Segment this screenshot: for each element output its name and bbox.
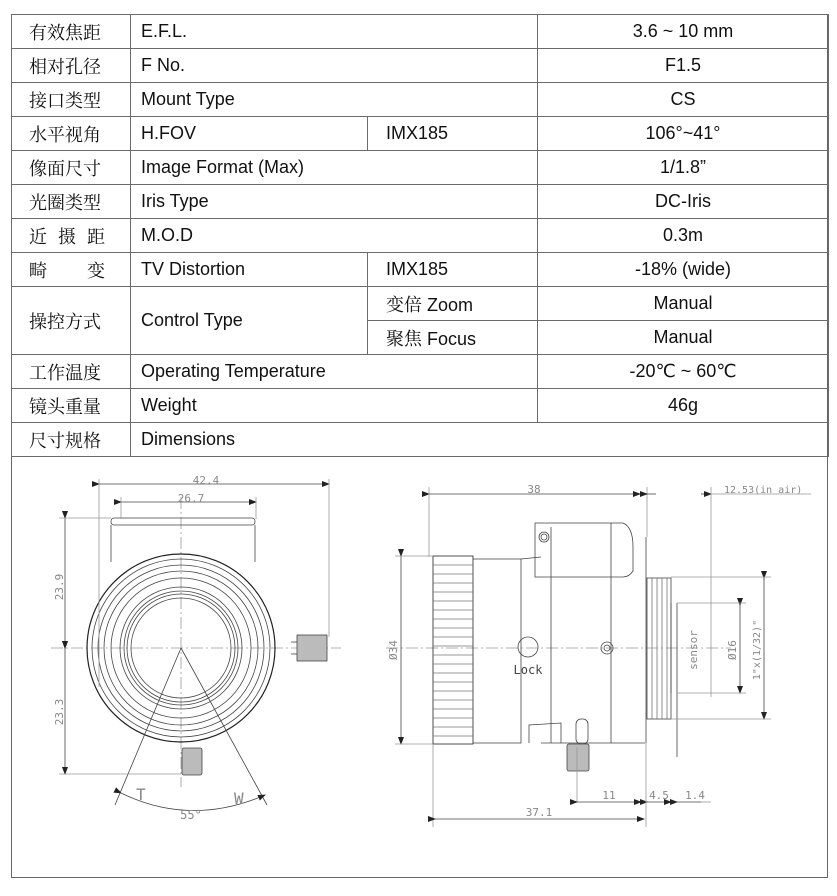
table-row-temperature xyxy=(12,355,829,389)
row-label-en: Weight xyxy=(131,389,538,423)
table-row-distortion xyxy=(12,253,829,287)
table-row-mount xyxy=(12,83,829,117)
row-label-en: Control Type xyxy=(131,287,368,355)
dimension-drawing xyxy=(11,457,828,878)
table-row-iris xyxy=(12,185,829,219)
row-label-en: Operating Temperature xyxy=(131,355,538,389)
row-label-en: H.FOV xyxy=(131,117,368,151)
dim-label-thread: 1"x(1/32)" xyxy=(752,619,763,681)
dim-label-length: 38 xyxy=(527,483,541,496)
row-label-cn: 水平视角 xyxy=(12,117,131,151)
row-label-en: Mount Type xyxy=(131,83,538,117)
row-value: Manual xyxy=(538,321,829,355)
row-label-cn: 操控方式 xyxy=(12,287,131,355)
table-row-hfov xyxy=(12,117,829,151)
row-label-en: E.F.L. xyxy=(131,15,538,49)
dim-label-rotation-angle: 55° xyxy=(180,808,202,822)
row-value: F1.5 xyxy=(538,49,829,83)
row-label-en: Image Format (Max) xyxy=(131,151,538,185)
row-value: 1/1.8” xyxy=(538,151,829,185)
cn-char: 摄 xyxy=(58,226,76,248)
dim-label-top-width: 26.7 xyxy=(177,492,205,505)
dim-label-body: 37.1 xyxy=(525,806,553,819)
row-label-cn: 光圈类型 xyxy=(12,185,131,219)
dim-label-upper-height: 23.9 xyxy=(53,573,66,601)
row-sensor: IMX185 xyxy=(368,117,538,151)
cn-char: 距 xyxy=(87,226,105,248)
table-row-dimensions xyxy=(12,423,829,457)
spec-table xyxy=(11,14,829,457)
label-tele: T xyxy=(136,785,146,804)
cn-char: 近 xyxy=(29,226,47,248)
row-label-cn: 有效焦距 xyxy=(12,15,131,49)
row-label-cn: 像面尺寸 xyxy=(12,151,131,185)
row-value: -20℃ ~ 60℃ xyxy=(538,355,829,389)
table-row-fno xyxy=(12,49,829,83)
row-sensor: IMX185 xyxy=(368,253,538,287)
row-value: 3.6 ~ 10 mm xyxy=(538,15,829,49)
label-wide: W xyxy=(234,789,244,808)
table-row-efl xyxy=(12,15,829,49)
cn-char: 变 xyxy=(87,260,105,282)
front-view xyxy=(51,479,341,811)
row-value: 106°~41° xyxy=(538,117,829,151)
row-label-cn xyxy=(12,219,131,253)
dim-label-lower-height: 23.3 xyxy=(53,698,66,726)
row-label-en: TV Distortion xyxy=(131,253,368,287)
row-label-cn: 工作温度 xyxy=(12,355,131,389)
row-value: CS xyxy=(538,83,829,117)
row-label-cn: 相对孔径 xyxy=(12,49,131,83)
row-label-en: Iris Type xyxy=(131,185,538,219)
row-label-en: M.O.D xyxy=(131,219,538,253)
dim-label-flange: 4.5 xyxy=(649,789,669,802)
row-value: 46g xyxy=(538,389,829,423)
side-view xyxy=(386,487,811,827)
row-sub-label: 变倍 Zoom xyxy=(368,287,538,321)
row-label-cn xyxy=(12,253,131,287)
dim-label-diameter: Ø34 xyxy=(387,640,400,660)
row-label-cn: 镜头重量 xyxy=(12,389,131,423)
row-sub-label: 聚焦 Focus xyxy=(368,321,538,355)
dim-label-sensor-diameter: Ø16 xyxy=(726,640,739,660)
row-value: 0.3m xyxy=(538,219,829,253)
row-label-en: F No. xyxy=(131,49,538,83)
cn-char: 畸 xyxy=(29,260,47,282)
label-sensor: sensor xyxy=(687,630,700,670)
row-value: DC-Iris xyxy=(538,185,829,219)
row-label-cn: 接口类型 xyxy=(12,83,131,117)
dim-label-back-focus: 12.53(in air) xyxy=(724,485,803,496)
table-row-mod xyxy=(12,219,829,253)
table-row-weight xyxy=(12,389,829,423)
row-label-en: Dimensions xyxy=(131,423,829,457)
label-lock: Lock xyxy=(513,663,543,677)
row-value: Manual xyxy=(538,287,829,321)
dim-label-gap: 1.4 xyxy=(685,789,705,802)
dim-label-overall-width: 42.4 xyxy=(192,474,220,487)
table-row-control-zoom xyxy=(12,287,829,321)
dim-label-knob-offset: 11 xyxy=(602,789,616,802)
row-value: -18% (wide) xyxy=(538,253,829,287)
table-row-image-format xyxy=(12,151,829,185)
row-label-cn: 尺寸规格 xyxy=(12,423,131,457)
